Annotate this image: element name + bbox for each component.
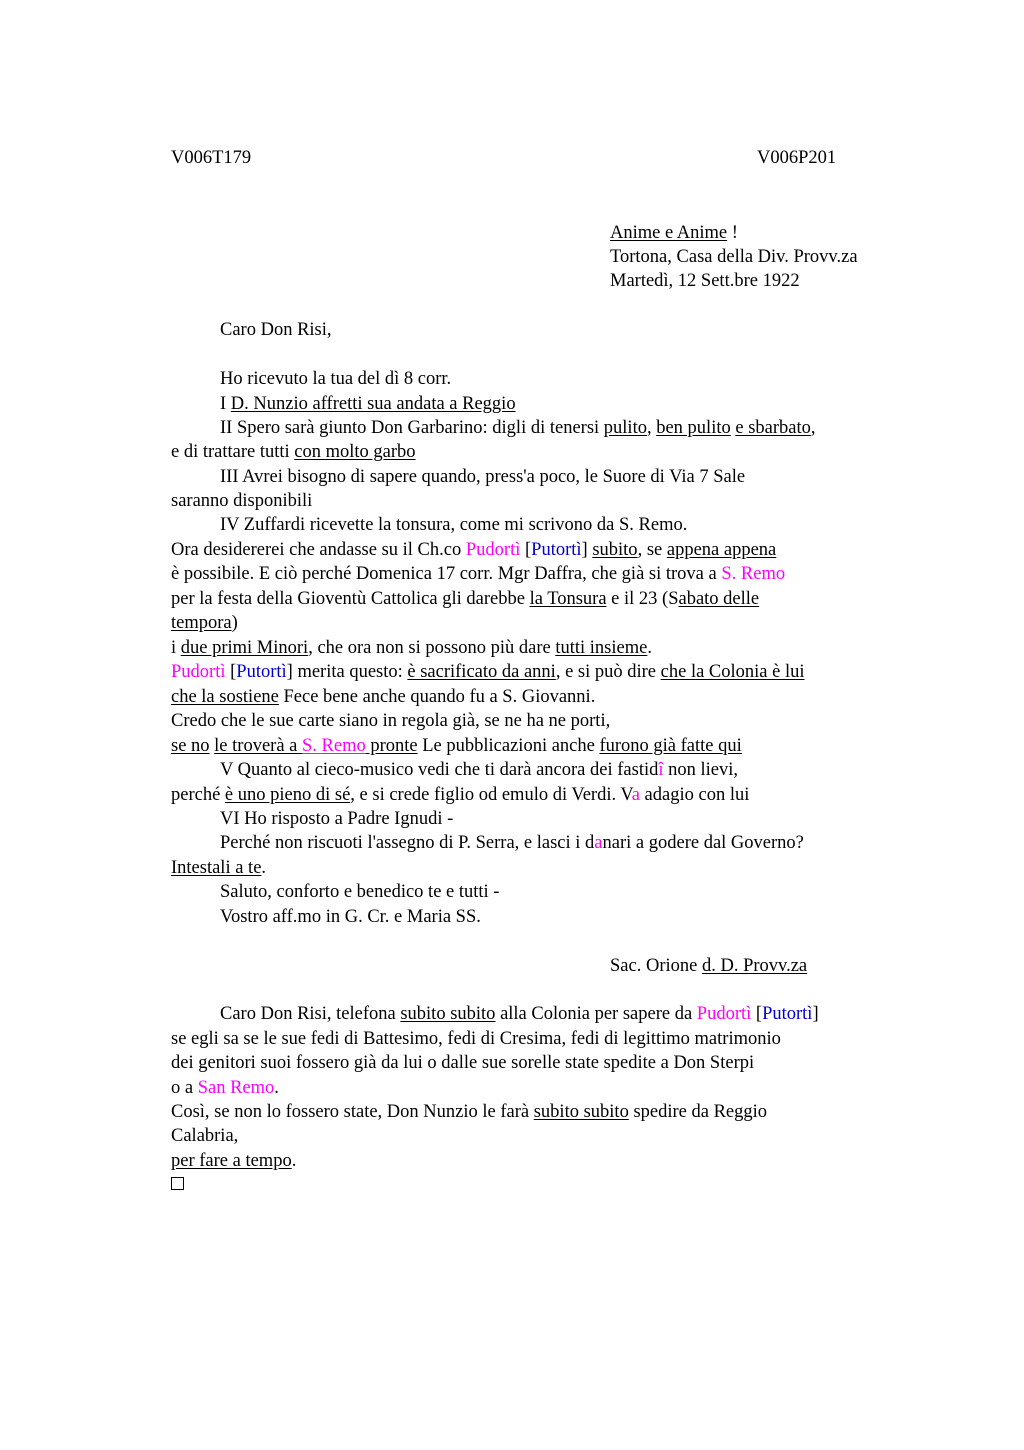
line-text-segment: Pudortì [465, 540, 521, 560]
line-text-segment: spedire da Reggio [628, 1102, 768, 1122]
line-text-segment: i [171, 638, 181, 658]
line-text-segment: non lievi, [663, 760, 739, 780]
line-text-segment: Sac. Orione [610, 956, 702, 976]
line-text-segment: a [631, 785, 640, 805]
line-text-segment: [ [751, 1004, 763, 1024]
line-text-segment: Putortì [762, 1004, 813, 1024]
letter-line [171, 538, 776, 562]
line-text-segment: che la Colonia è lui [660, 662, 805, 682]
letter-line [171, 440, 416, 464]
letter-line [220, 465, 745, 489]
line-text-segment: Ora desidererei che andasse su il Ch.co [171, 540, 466, 560]
line-text-segment: abato delle [678, 589, 760, 609]
letter-line [171, 660, 805, 684]
line-text-segment: Saluto, conforto e benedico te e tutti - [220, 882, 500, 902]
line-text-segment: Intestali a te [171, 858, 262, 878]
line-text-segment: . [647, 638, 652, 658]
line-text-segment: Pudortì [171, 662, 226, 682]
line-text-segment: D. Nunzio affretti sua andata a Reggio [230, 394, 516, 414]
letter-line [220, 318, 332, 342]
line-text-segment: che la sostiene [171, 687, 279, 707]
line-text-segment: se no [171, 736, 210, 756]
letter-line [171, 562, 785, 586]
heading-motto-suffix: ! [727, 223, 738, 243]
line-text-segment: Putortì [236, 662, 287, 682]
heading-motto: Anime e Anime [610, 223, 728, 243]
line-text-segment: o a [171, 1078, 198, 1098]
line-text-segment: la Tonsura [529, 589, 607, 609]
line-text-segment: Pudortì [696, 1004, 752, 1024]
line-text-segment: Credo che le sue carte siano in regola già, se ne ha ne porti, [171, 711, 611, 731]
line-text-segment: per la festa della Gioventù Cattolica gli darebbe [171, 589, 530, 609]
letter-line [171, 1124, 238, 1148]
line-text-segment: Vostro aff.mo in G. Cr. e Maria SS. [220, 907, 481, 927]
line-text-segment: è uno pieno di sé [224, 785, 351, 805]
heading-motto-line [610, 221, 738, 245]
letter-line [220, 831, 804, 855]
line-text-segment: ] [581, 540, 593, 560]
letter-line [220, 905, 481, 929]
line-text-segment: furono già fatte qui [599, 736, 742, 756]
line-text-segment: , che ora non si possono più dare [308, 638, 556, 658]
letter-line [171, 1027, 781, 1051]
line-text-segment: ] merita questo: [286, 662, 408, 682]
square-box-icon [171, 1177, 184, 1190]
line-text-segment: subito subito [400, 1004, 496, 1024]
line-text-segment: , [810, 418, 816, 438]
line-text-segment: le troverà a [214, 736, 302, 756]
line-text-segment: Putortì [531, 540, 582, 560]
letter-line [220, 807, 453, 831]
line-text-segment: Calabria, [171, 1126, 239, 1146]
header-right-code: V006P201 [757, 148, 837, 168]
letter-line [171, 489, 312, 513]
line-text-segment: V Quanto al cieco-musico vedi che ti darà ancora dei fastid [220, 760, 659, 780]
letter-line [220, 880, 499, 904]
line-text-segment: [ [225, 662, 237, 682]
line-text-segment: e sbarbato [735, 418, 811, 438]
line-text-segment: VI Ho risposto a Padre Ignudi - [220, 809, 454, 829]
line-text-segment: S. Remo [721, 564, 786, 584]
header-left-code: V006T179 [171, 148, 252, 168]
line-text-segment: . [261, 858, 267, 878]
line-text-segment: per fare a tempo [171, 1151, 292, 1171]
line-text-segment: Le pubblicazioni anche [417, 736, 600, 756]
letter-line [610, 954, 807, 978]
end-mark [171, 1172, 184, 1196]
letter-line [220, 416, 816, 440]
heading-place: Tortona, Casa della Div. Provv.za [610, 247, 858, 267]
letter-line [171, 856, 266, 880]
line-text-segment: due primi Minori [180, 638, 309, 658]
line-text-segment: S. Remo [302, 736, 366, 756]
letter-line [171, 611, 238, 635]
letter-line [171, 709, 610, 733]
line-text-segment: . [274, 1078, 279, 1098]
letter-line [171, 636, 652, 660]
letter-line [220, 1002, 819, 1026]
line-text-segment: nari a godere dal Governo? [602, 833, 804, 853]
line-text-segment: . [291, 1151, 297, 1171]
line-text-segment: Fece bene anche quando fu a S. Giovanni. [278, 687, 596, 707]
line-text-segment: III Avrei bisogno di sapere quando, press'a poco, le Suore di Via 7 Sale [220, 467, 746, 487]
line-text-segment: subito [592, 540, 638, 560]
line-text-segment: , e si crede figlio od emulo di Verdi. V [350, 785, 632, 805]
letter-line [171, 587, 759, 611]
line-text-segment: Ho ricevuto la tua del dì 8 corr. [220, 369, 452, 389]
line-text-segment: adagio con lui [639, 785, 750, 805]
line-text-segment: alla Colonia per sapere da [495, 1004, 697, 1024]
letter-line [220, 513, 687, 537]
line-text-segment: pronte [365, 736, 418, 756]
letter-line [171, 1076, 279, 1100]
heading-date: Martedì, 12 Sett.bre 1922 [610, 271, 800, 291]
line-text-segment: Così, se non lo fossero state, Don Nunzio le farà [171, 1102, 534, 1122]
line-text-segment: San Remo [197, 1078, 275, 1098]
line-text-segment: e di trattare tutti [171, 442, 295, 462]
line-text-segment: Caro Don Risi, [220, 320, 332, 340]
letter-line [220, 392, 516, 416]
line-text-segment: è possibile. E ciò perché Domenica 17 corr. Mgr Daffra, che già si trova a [171, 564, 722, 584]
line-text-segment: î [658, 760, 664, 780]
letter-line [171, 1051, 754, 1075]
letter-line [171, 1149, 296, 1173]
line-text-segment: con molto garbo [294, 442, 416, 462]
line-text-segment: d. D. Provv.za [701, 956, 808, 976]
letter-line [171, 1100, 767, 1124]
line-text-segment: saranno disponibili [171, 491, 313, 511]
line-text-segment: I [220, 394, 231, 414]
letter-line [171, 685, 595, 709]
letter-line [220, 367, 451, 391]
line-text-segment: è sacrificato da anni [407, 662, 556, 682]
letter-line [171, 734, 742, 758]
line-text-segment: IV Zuffardi ricevette la tonsura, come mi scrivono da S. Remo. [220, 515, 688, 535]
line-text-segment: se egli sa se le sue fedi di Battesimo, fedi di Cresima, fedi di legittimo matrimonio [171, 1029, 781, 1049]
line-text-segment: dei genitori suoi fossero già da lui o dalle sue sorelle state spedite a Don Sterpi [171, 1053, 755, 1073]
line-text-segment: [ [520, 540, 532, 560]
line-text-segment: e il 23 (S [606, 589, 679, 609]
letter-line [220, 758, 738, 782]
letter-line [171, 783, 749, 807]
line-text-segment: , se [637, 540, 667, 560]
line-text-segment: Caro Don Risi, telefona [220, 1004, 401, 1024]
line-text-segment: , e si può dire [555, 662, 661, 682]
line-text-segment: pulito [603, 418, 647, 438]
line-text-segment: appena appena [666, 540, 777, 560]
line-text-segment: perché [171, 785, 225, 805]
line-text-segment: ] [812, 1004, 819, 1024]
line-text-segment: ) [231, 613, 238, 633]
line-text-segment: Perché non riscuoti l'assegno di P. Serra, e lasci i d [220, 833, 595, 853]
line-text-segment: tempora [171, 613, 232, 633]
line-text-segment: subito subito [533, 1102, 629, 1122]
line-text-segment: , [646, 418, 657, 438]
line-text-segment: II Spero sarà giunto Don Garbarino: digli di tenersi [220, 418, 604, 438]
line-text-segment: ben pulito [656, 418, 731, 438]
line-text-segment: a [594, 833, 603, 853]
line-text-segment: tutti insieme [555, 638, 648, 658]
